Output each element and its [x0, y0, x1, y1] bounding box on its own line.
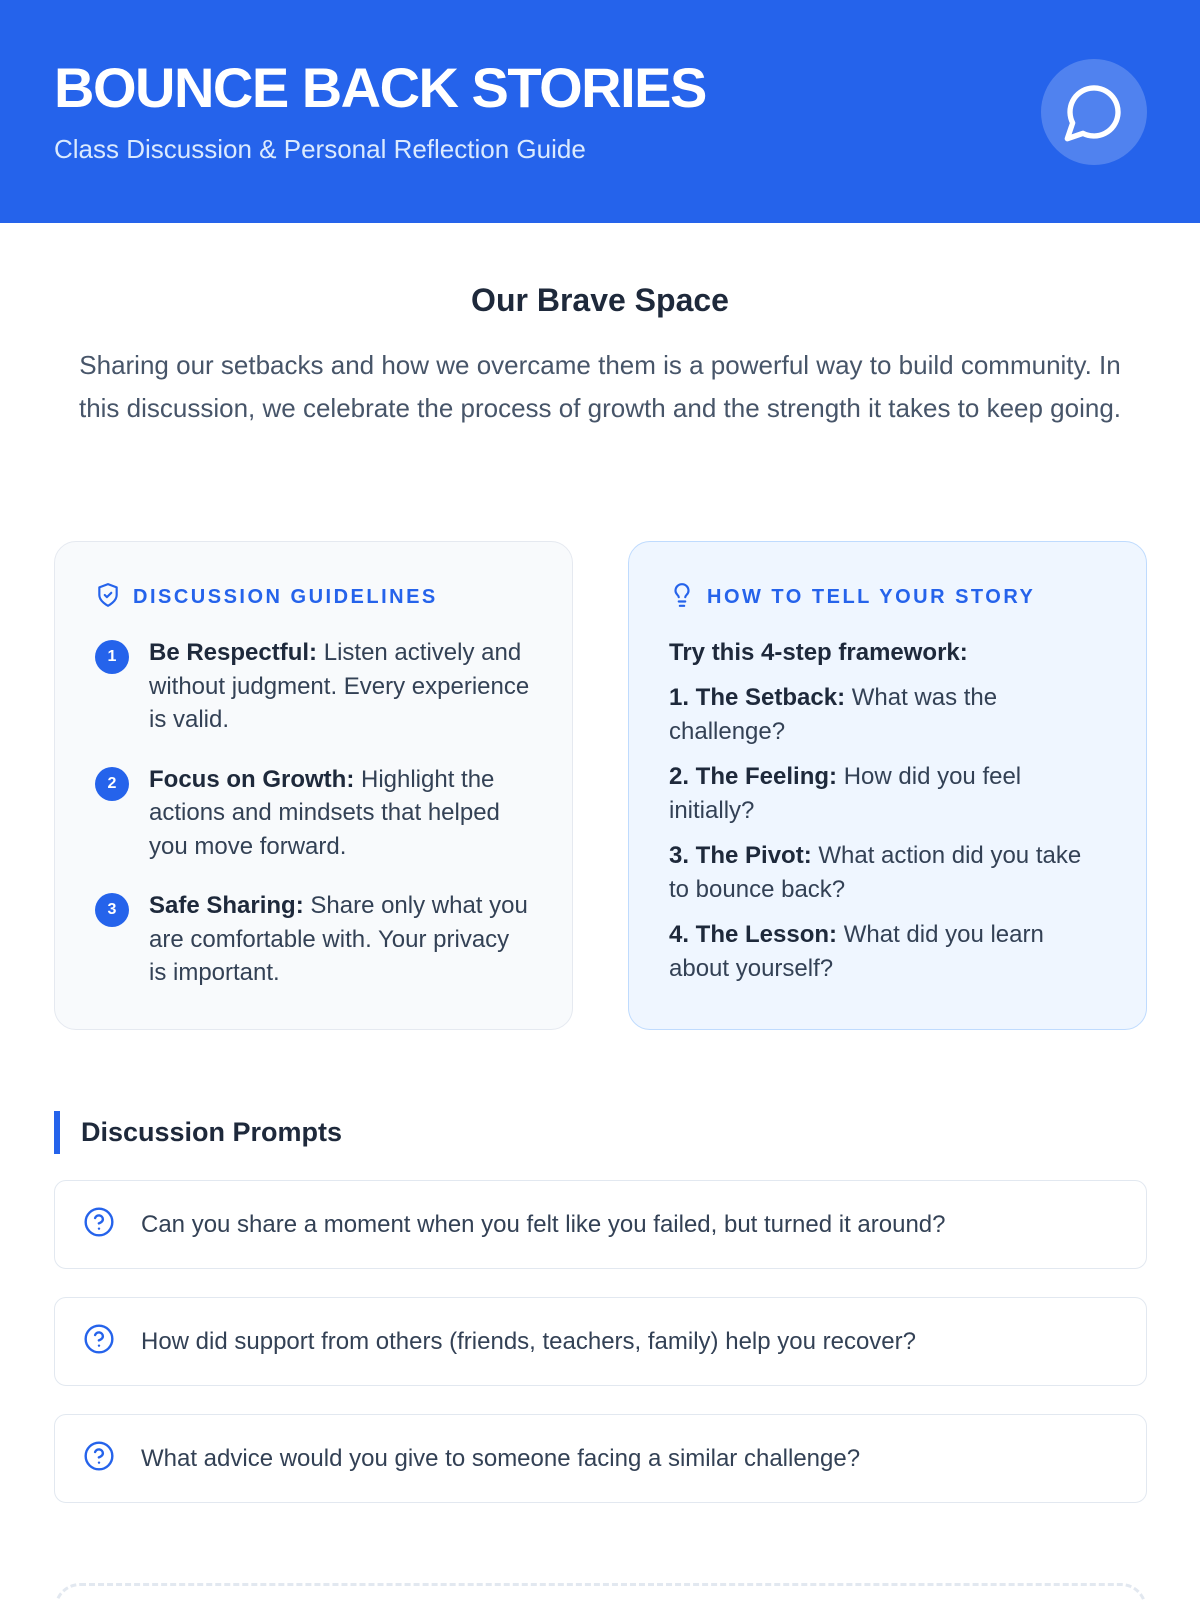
framework-step: [669, 918, 1106, 985]
page-title: BOUNCE BACK STORIES: [54, 56, 706, 119]
framework-header: [669, 582, 1106, 612]
step-label: 2. The Feeling:: [669, 763, 838, 790]
step-text: What did you learn about yourself?: [669, 921, 1044, 982]
chat-bubble-icon: [1041, 59, 1147, 165]
framework-step: [669, 760, 1106, 827]
lightbulb-icon: [669, 582, 695, 613]
guidelines-header: [95, 582, 532, 612]
framework-step: [669, 839, 1106, 906]
guideline-label: Safe Sharing:: [149, 892, 304, 919]
step-text: What was the challenge?: [669, 684, 998, 745]
reflection-box: [54, 1583, 1147, 1600]
framework-step: [669, 681, 1106, 748]
question-circle-icon: [83, 1323, 115, 1360]
guidelines-heading: DISCUSSION GUIDELINES: [133, 585, 438, 608]
guideline-text: [149, 763, 532, 864]
prompt-text: How did support from others (friends, teachers, family) help you recover?: [141, 1327, 916, 1355]
shield-check-icon: [95, 582, 121, 613]
question-circle-icon: [83, 1440, 115, 1477]
step-label: 1. The Setback:: [669, 684, 846, 711]
guideline-text: [149, 636, 532, 737]
guideline-item: [95, 636, 532, 737]
intro-text: Sharing our setbacks and how we overcame them is a powerful way to build community. In this discussion, we celebrate the process of growth and the strength it takes to keep going.: [78, 350, 1122, 423]
step-text: How did you feel initially?: [669, 763, 1022, 824]
step-text: What action did you take to bounce back?: [669, 842, 1082, 903]
prompt-text: What advice would you give to someone facing a similar challenge?: [141, 1444, 861, 1472]
step-label: 3. The Pivot:: [669, 842, 812, 869]
intro-title: Our Brave Space: [471, 282, 729, 318]
guideline-body: Share only what you are comfortable with. Your privacy is important.: [149, 892, 528, 986]
prompt-item: [54, 1414, 1147, 1503]
guideline-item: [95, 889, 532, 990]
framework-intro: Try this 4-step framework:: [669, 639, 968, 666]
framework-heading: HOW TO TELL YOUR STORY: [707, 585, 1036, 608]
question-circle-icon: [83, 1206, 115, 1243]
page-header: [0, 0, 1200, 223]
guideline-label: Be Respectful:: [149, 639, 318, 666]
prompt-text: Can you share a moment when you felt like you failed, but turned it around?: [141, 1210, 946, 1238]
prompt-item: [54, 1297, 1147, 1386]
guideline-item: [95, 763, 532, 864]
guidelines-card: [54, 541, 573, 1030]
guideline-number: 1: [95, 640, 129, 674]
guideline-text: [149, 889, 532, 990]
prompts-heading: Discussion Prompts: [54, 1111, 342, 1154]
guideline-label: Focus on Growth:: [149, 765, 355, 793]
framework-card: [628, 541, 1147, 1030]
step-label: 4. The Lesson:: [669, 921, 838, 948]
guideline-body: Highlight the actions and mindsets that helped you move forward.: [149, 765, 500, 860]
guideline-number: 3: [95, 893, 129, 927]
guideline-body: Listen actively and without judgment. Every experience is valid.: [149, 639, 530, 733]
page-subtitle: Class Discussion & Personal Reflection Guide: [54, 134, 586, 164]
guideline-number: 2: [95, 767, 129, 801]
prompt-item: [54, 1180, 1147, 1269]
